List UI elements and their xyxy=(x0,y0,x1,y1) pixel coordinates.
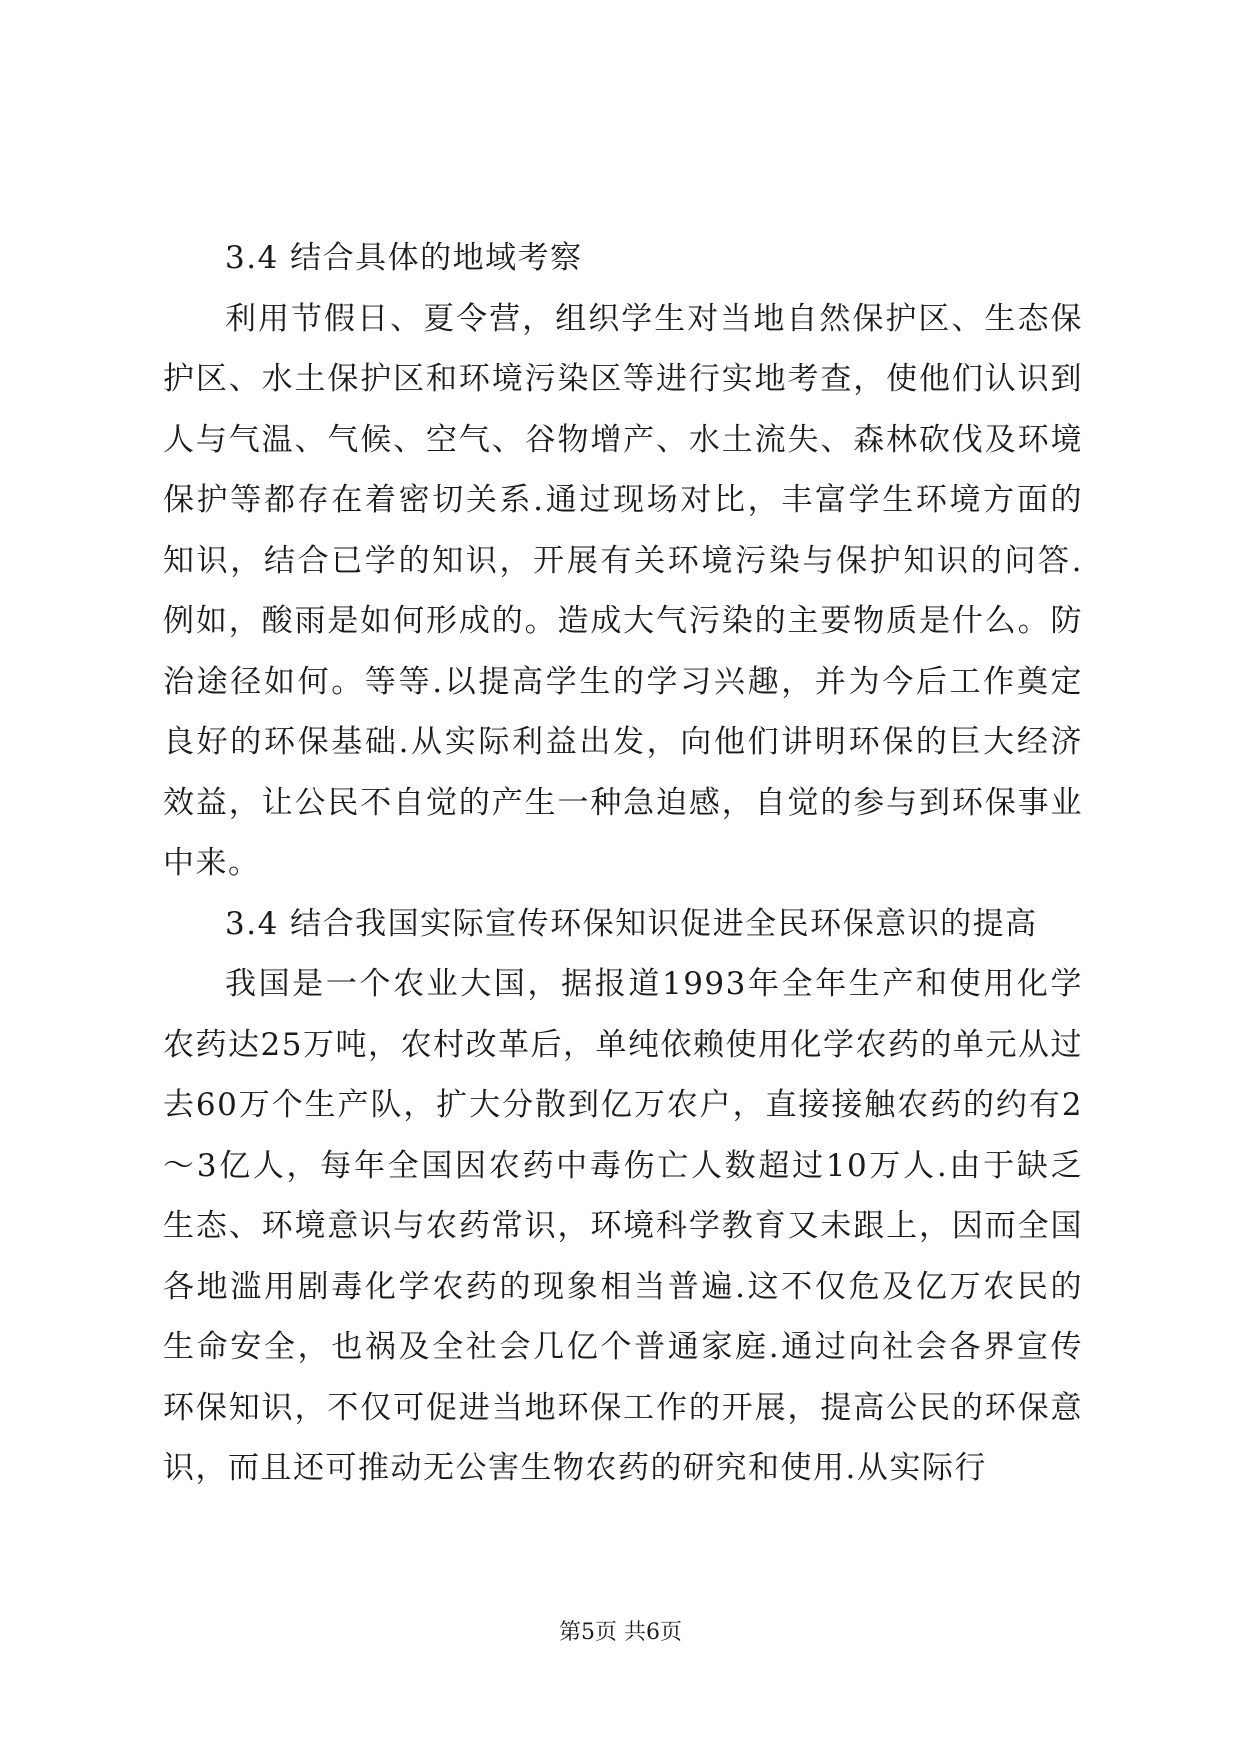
section-paragraph: 我国是一个农业大国，据报道1993年全年生产和使用化学农药达25万吨，农村改革后，单纯依赖使用化学农药的单元从过去60万个生产队，扩大分散到亿万农户，直接接触农药的约有2～3亿人，每年全国因农药中毒伤亡人数超过10万人.由于缺乏生态、环境意识与农药常识，环境科学教育又未跟上，因而全国各地滥用剧毒化学农药的现象相当普遍.这不仅危及亿万农民的生命安全，也祸及全社会几亿个普通家庭.通过向社会各界宣传环保知识，不仅可促进当地环保工作的开展，提高公民的环保意识，而且还可推动无公害生物农药的研究和使用.从实际行 xyxy=(163,966,1083,1486)
page-footer: 第5页 共6页 xyxy=(559,1620,682,1645)
section-heading: 3.4 结合我国实际宣传环保知识促进全民环保意识的提高 xyxy=(225,905,1038,942)
document-body xyxy=(163,228,1083,1499)
section-paragraph: 利用节假日、夏令营，组织学生对当地自然保护区、生态保护区、水土保护区和环境污染区等进行实地考查，使他们认识到人与气温、气候、空气、谷物增产、水土流失、森林砍伐及环境保护等都存在着密切关系.通过现场对比，丰富学生环境方面的知识，结合已学的知识，开展有关环境污染与保护知识的问答.例如，酸雨是如何形成的。造成大气污染的主要物质是什么。防治途径如何。等等.以提高学生的学习兴趣，并为今后工作奠定良好的环保基础.从实际利益出发，向他们讲明环保的巨大经济效益，让公民不自觉的产生一种急迫感，自觉的参与到环保事业中来。 xyxy=(163,300,1083,881)
section-heading: 3.4 结合具体的地域考察 xyxy=(225,240,583,276)
